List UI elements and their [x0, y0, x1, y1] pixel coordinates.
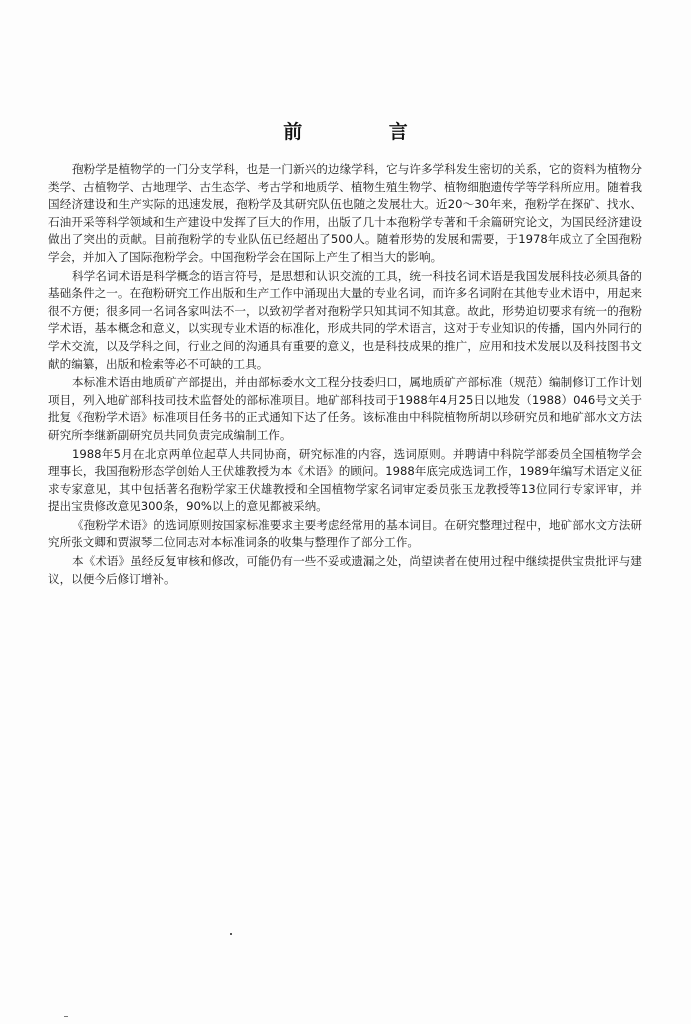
- paragraph-5: 《孢粉学术语》的选词原则按国家标准要求主要考虑经常用的基本词目。在研究整理过程中，地矿部水文方法研究所张文卿和贾淑琴二位同志对本标准词条的收集与整理作了部分工作。: [48, 517, 642, 550]
- scan-corner-mark: [64, 1016, 68, 1017]
- paragraph-6: 本《术语》虽经反复审核和修改，可能仍有一些不妥或遗漏之处，尚望读者在使用过程中继续提供宝贵批评与建议，以便今后修订增补。: [48, 554, 642, 586]
- paragraph-1: 孢粉学是植物学的一门分支学科，也是一门新兴的边缘学科，它与许多学科发生密切的关系，它的资料为植物分类学、古植物学、古地理学、古生态学、考古学和地质学、植物生殖生物学、植物细胞遗传学等学科所应用。随着我国经济建设和生产实际的迅速发展，孢粉学及其研究队伍也随之发展壮大。近20～30年来，孢粉学在探矿、找水、石油开采等科学领域和生产建设中发挥了巨大的作用，出版了几十本孢粉学专著和千余篇研究论文，为国民经济建设做出了突出的贡献。目前孢粉学的专业队伍已经超出了500人。随着形势的发展和需要，于1978年成立了全国孢粉学会，并加入了国际孢粉学会。中国孢粉学会在国际上产生了相当大的影响。: [48, 162, 642, 264]
- paragraph-2: 科学名词术语是科学概念的语言符号，是思想和认识交流的工具，统一科技名词术语是我国发展科技必须具备的基础条件之一。在孢粉研究工作出版和生产工作中涌现出大量的专业名词，而许多名词附在其他专业术语中，用起来很不方便；很多同一名词各家叫法不一，以致初学者对孢粉学只知其词不知其意。故此，形势迫切要求有统一的孢粉学术语，基本概念和意义，以实现专业术语的标准化，形成共同的学术语言，这对于专业知识的传播，国内外同行的学术交流，以及学科之间，行业之间的沟通具有重要的意义，也是科技成果的推广，应用和技术发展以及科技图书文献的编纂，出版和检索等必不可缺的工具。: [48, 268, 642, 371]
- paragraph-3: 本标准术语由地质矿产部提出，并由部标委水文工程分技委归口，属地质矿产部标准（规范）编制修订工作计划项目，列入地矿部科技司技术监督处的部标准项目。地矿部科技司于1988年4月25日以地发（1988）046号文关于批复《孢粉学术语》标准项目任务书的正式通知下达了任务。该标准由中科院植物所胡以珍研究员和地矿部水文方法研究所李继新副研究员共同负责完成编制工作。: [48, 375, 642, 442]
- paragraph-4: 1988年5月在北京两单位起草人共同协商，研究标准的内容，选词原则。并聘请中科院学部委员全国植物学会理事长，我国孢粉形态学创始人王伏雄教授为本《术语》的顾问。1988年底完成选词工作，1989年编写术语定义征求专家意见，其中包括著名孢粉学家王伏雄教授和全国植物学家名词审定委员张玉龙教授等13位同行专家评审，并提出宝贵修改意见300条，90%以上的意见都被采纳。: [48, 446, 642, 514]
- scan-speck: [230, 933, 232, 935]
- preface-body: [48, 161, 642, 589]
- page-title: 前 言: [283, 121, 448, 143]
